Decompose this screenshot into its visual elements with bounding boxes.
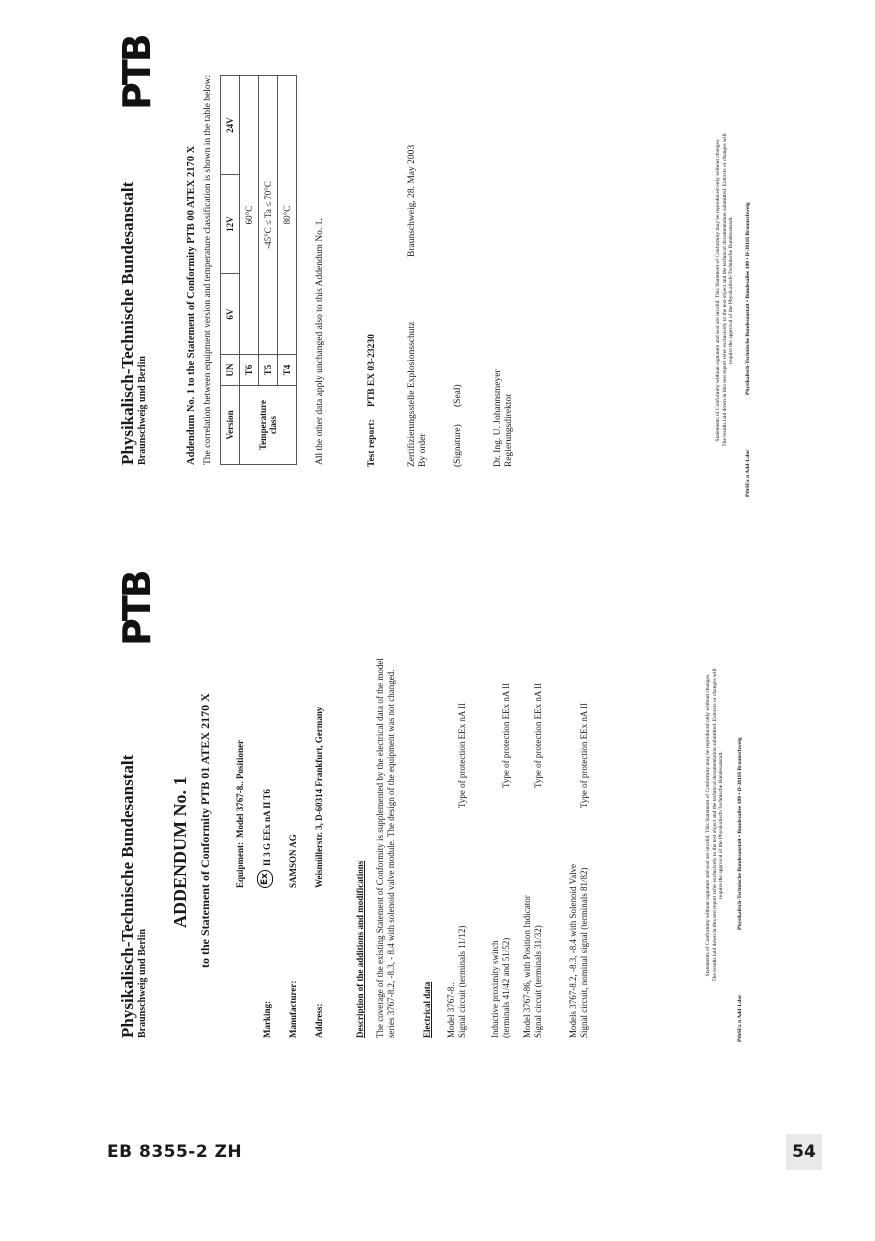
marking-value: II 3 G EEx nA II T6 [262, 789, 272, 866]
item-2-line-2: (terminals 41/42 and 51/52) [501, 937, 511, 1038]
item-3-protection: Type of protection EEx nA II [533, 682, 543, 788]
table-row [221, 76, 240, 465]
manufacturer-value: SAMSON AG [288, 834, 298, 888]
ex-hexagon-icon: Ex [257, 870, 273, 888]
addendum-subtitle: to the Statement of Conformity PTB 01 ATEX 2170 X [198, 693, 212, 968]
description-line-2: series 3767-8.2, -8.3, - 8.4 with solenoid valve module. The design of the equipment was not changed. [386, 669, 396, 1038]
item-4-protection: Type of protection EEx nA II [579, 702, 589, 808]
upper-footer-notice-3: require the approval of the Physikalisch-Technische Bundesanstalt. [728, 216, 734, 364]
upper-heading: Addendum No. 1 to the Statement of Conformity PTB 00 ATEX 2170 X [186, 145, 197, 465]
table-header-cell: Version [221, 386, 240, 465]
lower-footer-notice-1: Statements of Conformity without signature and seal are invalid. This Statement of Conformity may be reproduced only without changes. [705, 673, 711, 977]
lower-document-page [110, 572, 610, 1078]
lower-footer-file: PtbSEx n Add-1.doc [737, 994, 743, 1042]
electrical-data-heading: Electrical data [422, 981, 432, 1038]
table-cell: T6 [240, 355, 259, 386]
upper-intro: The correlation between equipment version and temperature classification is shown in the table below: [203, 74, 213, 465]
item-4-line-1: Models 3767-8.2, -8.3, -8.4 with Solenoid Valve [568, 863, 578, 1038]
temperature-class-table [220, 75, 297, 465]
temperature-class-label: Temperature class [240, 386, 297, 465]
upper-document-page-continued [345, 75, 765, 505]
lower-org-location: Braunschweig und Berlin [137, 929, 148, 1038]
by-order-label: By order [418, 433, 428, 467]
test-report-value: PTB EX 03-23230 [367, 334, 377, 407]
lower-org-name: Physikalisch-Technische Bundesanstalt [118, 754, 137, 1038]
address-value: Weismüllerstr. 3, D-60314 Frankfurt, Germany [314, 706, 324, 888]
place-date: Braunschweig, 28. May 2003 [407, 144, 417, 257]
upper-org-name: Physikalisch-Technische Bundesanstalt [118, 181, 137, 465]
certification-office: Zertifizierungsstelle Explosionsschutz [407, 321, 417, 467]
equipment-value: Model 3767-8.. Positioner [235, 740, 245, 838]
table-cell: 80°C [278, 76, 297, 355]
signer-name: Dr. Ing. U. Johannsmeyer [493, 369, 503, 467]
table-header-cell: 24V [221, 76, 240, 175]
upper-other-data: All the other data apply unchanged also to this Addendum No. 1. [315, 218, 325, 465]
equipment-label: Equipment: [235, 841, 245, 888]
upper-footer-notice [715, 75, 735, 505]
item-1-protection: Type of protection EEx nA II [457, 702, 467, 808]
manufacturer-label: Manufacturer: [288, 980, 298, 1038]
item-1-line-2: Signal circuit (terminals 11/12) [457, 925, 467, 1038]
lower-document-footer [705, 600, 765, 1050]
upper-org-location: Braunschweig und Berlin [137, 356, 148, 465]
upper-footer-file: PtbSEx n Add-1.doc [745, 449, 751, 497]
table-header-cell: 6V [221, 274, 240, 355]
signer-title: Regierungsdirektor [504, 393, 514, 467]
item-3-line-2: Signal circuit (terminals 31/32) [533, 925, 543, 1038]
table-cell: -45°C ≤ Ta ≤ 70°C [259, 76, 278, 355]
page-number: 54 [786, 1134, 822, 1170]
item-1-line-1: Model 3767-8.. [446, 982, 456, 1038]
upper-ptb-logo: PTB [115, 36, 159, 110]
lower-ptb-logo: PTB [115, 572, 159, 646]
item-3-line-1: Model 3767-86, with Position Indicator [522, 895, 532, 1038]
addendum-title: ADDENDUM No. 1 [170, 776, 190, 928]
table-cell: T4 [278, 355, 297, 386]
upper-footer-notice-1: Statements of Conformity without signature and seal are invalid. This Statement of Conformity may be reproduced only without changes. [715, 138, 721, 442]
test-report-label: Test report: [367, 419, 377, 467]
address-label: Address: [314, 1003, 324, 1038]
seal-placeholder: (Seal) [453, 384, 463, 407]
signature-placeholder: (Signature) [453, 424, 463, 467]
table-header-cell: UN [221, 355, 240, 386]
upper-footer-address: Physikalisch-Technische Bundesanstalt • Bundesallee 100 • D-38116 Braunschweig [745, 202, 751, 395]
table-cell: 60°C [240, 76, 259, 355]
table-cell: T5 [259, 355, 278, 386]
lower-footer-notice-2: The results laid down in this test report refer exclusively to the test object and the technical documentation submitted. Extracts or changes will [711, 668, 718, 982]
lower-footer-notice-3: require the approval of the Physikalisch-Technische Bundesanstalt. [718, 751, 724, 899]
upper-footer-notice-2: The results laid down in this test report refer exclusively to the test object and the technical documentation submitted. Extracts or changes will [721, 133, 728, 447]
marking-label: Marking: [262, 1001, 272, 1038]
item-2-protection: Type of protection EEx nA II [501, 682, 511, 788]
table-header-cell: 12V [221, 175, 240, 274]
table-row [240, 76, 259, 465]
description-heading: Description of the additions and modifications [355, 860, 365, 1038]
item-2-line-1: Inductive proximity switch [490, 940, 500, 1038]
upper-document-page [110, 36, 350, 505]
description-line-1: The coverage of the existing Statement of Conformity is supplemented by the electrical data of the model [375, 658, 385, 1038]
item-4-line-2: Signal circuit, nominal signal (terminals 81/82) [579, 867, 589, 1038]
lower-footer-notice [705, 600, 725, 1050]
document-code: EB 8355-2 ZH [107, 1142, 243, 1162]
lower-footer-address: Physikalisch-Technische Bundesanstalt • Bundesallee 100 • D-38116 Braunschweig [737, 737, 743, 930]
